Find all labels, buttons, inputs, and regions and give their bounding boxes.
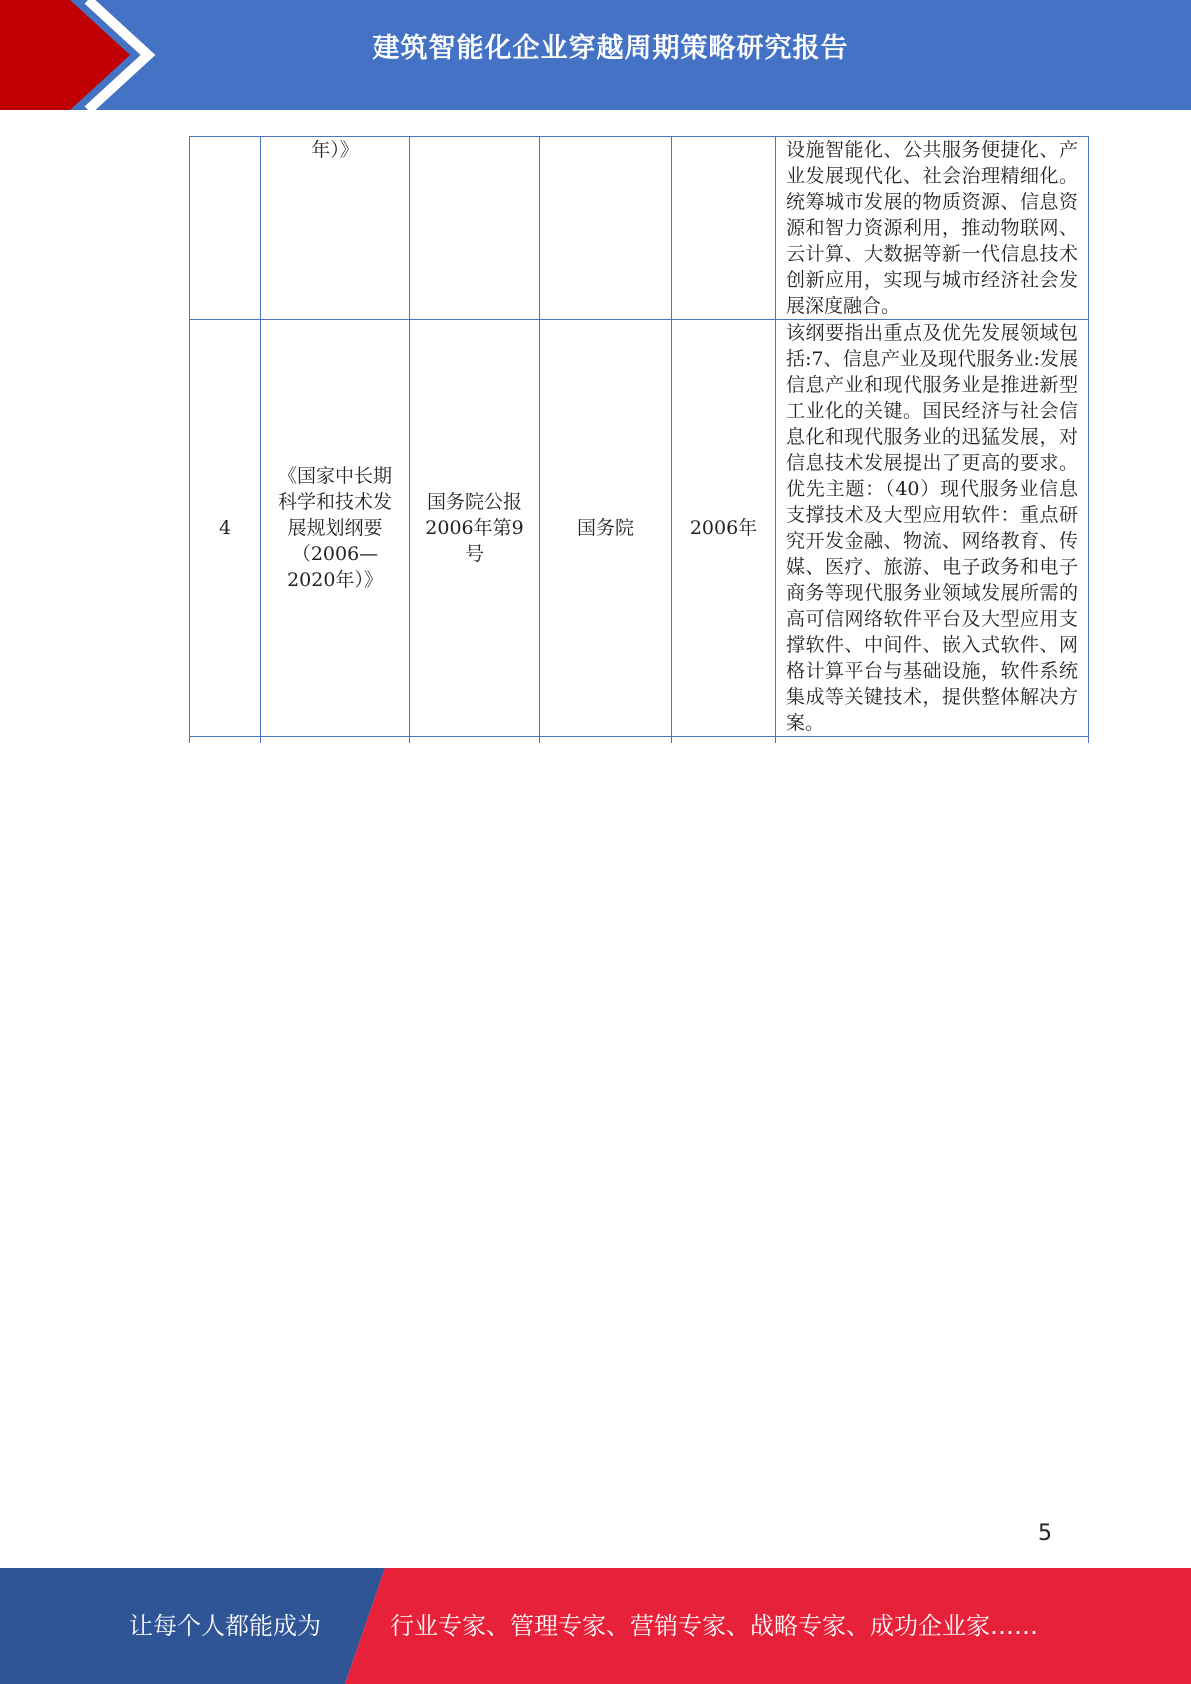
page-number: 5 xyxy=(1038,1521,1052,1546)
footer-slogan-right: 行业专家、管理专家、营销专家、战略专家、成功企业家…… xyxy=(390,1612,1038,1640)
report-title: 建筑智能化企业穿越周期策略研究报告 xyxy=(372,33,849,64)
cell-policy-name: 年）》 xyxy=(261,137,410,320)
table-row-continuation xyxy=(190,737,1089,744)
header-bar xyxy=(0,0,1191,110)
cell-number xyxy=(190,137,261,320)
cell-content: 该纲要指出重点及优先发展领域包括:7、信息产业及现代服务业:发展信息产业和现代服务业是推进新型工业化的关键。国民经济与社会信息化和现代服务业的迅猛发展，对信息技术发展提出了更高的要求。优先主题：（40）现代服务业信息支撑技术及大型应用软件：重点研究开发金融、物流、网络教育、传媒、医疗、旅游、电子政务和电子商务等现代服务业领域发展所需的高可信网络软件平台及大型应用支撑软件、中间件、嵌入式软件、网格计算平台与基础设施，软件系统集成等关键技术，提供整体解决方案。 xyxy=(776,320,1089,737)
cell-issuer xyxy=(540,137,672,320)
table-row xyxy=(190,137,1089,320)
cell-year: 2006年 xyxy=(672,320,776,737)
cell-issuer: 国务院 xyxy=(540,320,672,737)
cell-document-number: 国务院公报2006年第9号 xyxy=(410,320,540,737)
cell-document-number xyxy=(410,137,540,320)
footer-slogan-left: 让每个人都能成为 xyxy=(129,1612,321,1640)
cell-number: 4 xyxy=(190,320,261,737)
cell-year xyxy=(672,137,776,320)
cell-policy-name: 《国家中长期科学和技术发展规划纲要（2006—2020年）》 xyxy=(261,320,410,737)
cell-content: 设施智能化、公共服务便捷化、产业发展现代化、社会治理精细化。统筹城市发展的物质资源、信息资源和智力资源利用，推动物联网、云计算、大数据等新一代信息技术创新应用，实现与城市经济社会发展深度融合。 xyxy=(776,137,1089,320)
footer-banner xyxy=(0,1568,1191,1684)
table-row xyxy=(190,320,1089,737)
policy-table xyxy=(189,136,1089,743)
